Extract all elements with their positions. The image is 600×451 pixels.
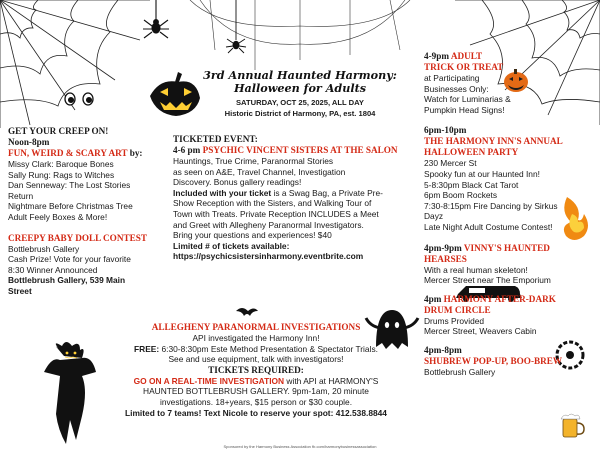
inn-header-1: THE HARMONY INN'S ANNUAL (424, 136, 563, 147)
ticketed-header: TICKETED EVENT: (173, 134, 258, 144)
inn-line: 230 Mercer St (424, 158, 477, 169)
hearse-line: Mercer Street near The Emporium (424, 275, 551, 286)
hearse-time: 4pm-9pm (424, 242, 464, 253)
inn-line: Spooky fun at our Haunted Inn! (424, 168, 540, 179)
left-column (8, 126, 168, 297)
artist-item: Dan Senneway: The Lost Stories (8, 180, 131, 191)
event-place: Historic District of Harmony, PA, est. 1804 (224, 108, 376, 118)
hearse-header-1: VINNY'S HAUNTED (463, 242, 550, 253)
doll-line: 8:30 Winner Announced (8, 264, 98, 275)
footer-sponsor: Sponsored by the Harmony Business Association fb.com/harmonybusinessassociation (223, 444, 377, 449)
api-line: API investigated the Harmony Inn! (192, 333, 320, 343)
included-label: Included with your ticket (173, 187, 272, 198)
salon-line: as seen on A&E, Travel Channel, Investigation (173, 166, 346, 177)
drum-line: Mercer Street, Weavers Cabin (424, 326, 537, 337)
doll-line: Bottlebrush Gallery (8, 243, 80, 254)
spooky-eyes-icon (65, 93, 93, 105)
small-spider-icon (226, 0, 246, 53)
artist-item: Return (8, 190, 34, 201)
spiderweb-center-icon (190, 0, 410, 70)
art-header-suffix: by: (127, 148, 143, 158)
realtime-header: GO ON A REAL-TIME INVESTIGATION (133, 375, 285, 386)
inn-line: 6pm Boom Rockets (424, 190, 498, 201)
salon-time: 4-6 pm (173, 145, 203, 155)
included-line: Bring your questions and experiences! $40 (173, 230, 332, 241)
doll-header: CREEPY BABY DOLL CONTEST (8, 232, 147, 243)
spiderweb-top-left-icon (0, 0, 150, 128)
inn-line: 5-8:30pm Black Cat Tarot (424, 179, 519, 190)
tickets-required: TICKETS REQUIRED: (208, 364, 304, 375)
free-text: 6:30-8:30pm Este Method Presentation & Spectator Trials. (159, 343, 378, 354)
trick-line: Pumpkin Head Signs! (424, 104, 505, 115)
trick-line: at Participating (424, 73, 480, 83)
trick-line: Watch for Luminarias & (424, 94, 511, 105)
drum-time: 4pm (424, 293, 444, 304)
art-header: FUN, WEIRD & SCARY ART (8, 148, 128, 158)
title-line-1: 3rd Annual Haunted Harmony: (203, 68, 397, 82)
included-line: Town with Treats. Private Reception INCLUDES a Meet (173, 208, 379, 219)
included-line: and Greet with Allegheny Paranormal Investigators. (173, 219, 364, 230)
doll-location: Bottlebrush Gallery, 539 Main (8, 275, 126, 286)
realtime-line-3: investigations. 18+years, $15 person or $30 couple. (159, 396, 353, 407)
scarecrow-ghost-icon (44, 342, 96, 444)
event-date-block (170, 98, 430, 119)
middle-column (173, 134, 413, 262)
beer-mug-icon (561, 414, 584, 437)
doll-location-street: Street (8, 285, 32, 296)
api-header: ALLEGHENY PARANORMAL INVESTIGATIONS (151, 322, 361, 332)
creep-time: Noon-8pm (8, 137, 50, 147)
event-title (170, 69, 430, 95)
inn-time: 6pm-10pm (424, 125, 467, 136)
shubrew-time: 4pm-8pm (424, 344, 462, 355)
artist-item: Missy Clark: Baroque Bones (8, 159, 114, 169)
salon-line: Discovery. Bonus gallery readings! (173, 177, 302, 188)
included-line: Show Reception with the Sisters, and Walking Tour of (173, 198, 372, 209)
inn-line: Dayz (424, 211, 444, 222)
hearse-header-2: HEARSES (424, 253, 467, 264)
included-line: is a Swag Bag, a Private Pre- (271, 187, 383, 198)
artist-item: Adult Feely Boxes & More! (8, 211, 108, 222)
inn-line: 7:30-8:15pm Fire Dancing by Sirkus (424, 200, 558, 211)
inn-line: Late Night Adult Costume Contest! (424, 221, 553, 232)
bat-icon (236, 308, 258, 316)
shubrew-line: Bottlebrush Gallery (424, 366, 496, 377)
free-line-2: See and use equipment, talk with investigators! (168, 354, 344, 365)
limited-teams: Limited to 7 teams! Text Nicole to reserve your spot: 412.538.8844 (125, 407, 387, 418)
artist-item: Nightmare Before Christmas Tree (8, 201, 133, 212)
drum-header-1: HARMONY AFTER-DARK (443, 293, 556, 304)
event-date: SATURDAY, OCT 25, 2025, ALL DAY (235, 98, 364, 107)
realtime-text: with API at HARMONY'S (284, 375, 379, 386)
limited-tickets: Limited # of tickets available: (173, 240, 290, 251)
right-column (424, 51, 596, 378)
trick-header-1: ADULT (450, 51, 483, 61)
trick-line: Businesses Only: (424, 83, 489, 94)
doll-line: Cash Prize! Vote for your favorite (8, 254, 131, 265)
drum-header-2: DRUM CIRCLE (424, 304, 491, 315)
free-label: FREE: (134, 343, 160, 354)
salon-name: PSYCHIC VINCENT SISTERS AT THE SALON (202, 145, 398, 155)
artist-item: Sally Rung: Rags to Witches (8, 169, 115, 180)
drum-line: Drums Provided (424, 315, 485, 326)
trick-header-2: TRICK OR TREAT (424, 62, 504, 72)
creep-header: GET YOUR CREEP ON! (8, 126, 109, 136)
paranormal-block (98, 322, 414, 418)
shubrew-header: SHUBREW POP-UP, BOO-BREW (424, 355, 563, 366)
hearse-line: With a real human skeleton! (424, 264, 528, 275)
trick-time: 4-9pm (424, 51, 451, 61)
inn-header-2: HALLOWEEN PARTY (424, 147, 519, 158)
spider-icon (143, 0, 169, 38)
title-line-2: Halloween for Adults (233, 81, 367, 95)
ticket-url-link[interactable]: https://psychicsistersinharmony.eventbrite.com (173, 251, 364, 262)
realtime-line-2: HAUNTED BOTTLEBRUSH GALLERY. 9pm-1am, 20 minute (143, 386, 369, 397)
salon-line: Hauntings, True Crime, Paranormal Stories (173, 156, 334, 166)
